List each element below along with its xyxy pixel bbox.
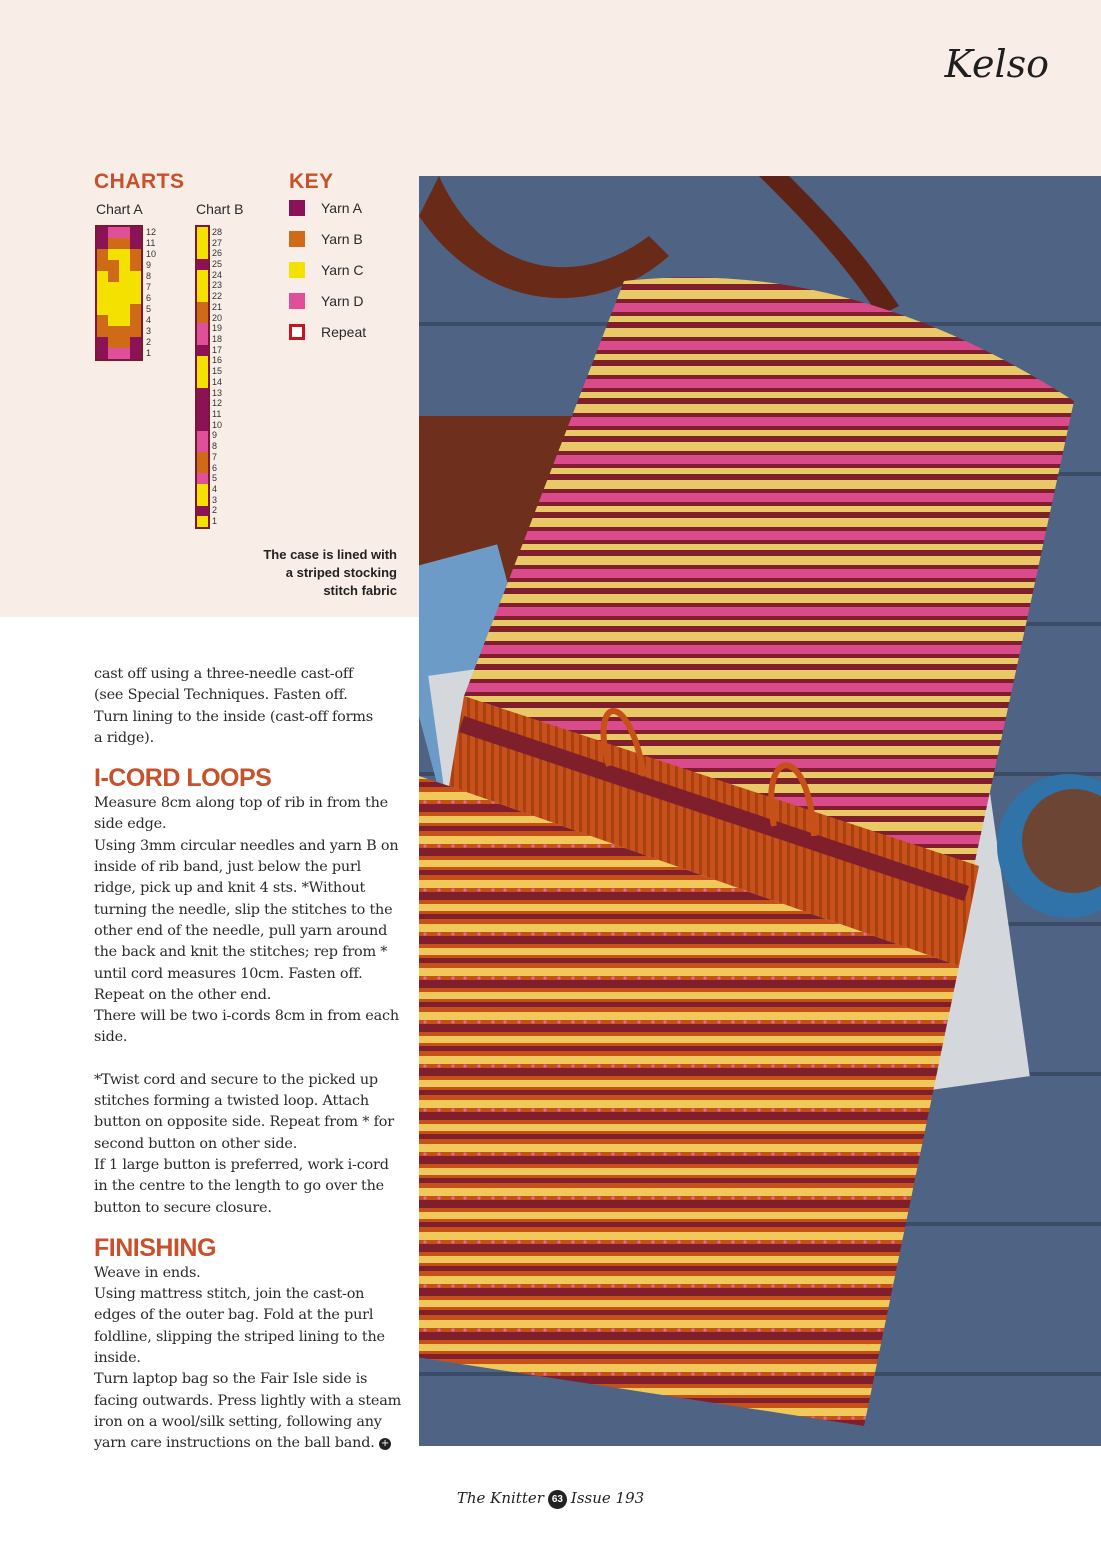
- chart-row-number: 28: [212, 226, 223, 237]
- paragraph-text: Turn laptop bag so the Fair Isle side is facing outwards. Press lightly with a steam iron on a wool/silk setting, following any yarn care instructions on the ball band.: [94, 1371, 402, 1452]
- key-item-yarn-d: [289, 293, 364, 309]
- chart-row-number: 20: [212, 312, 223, 323]
- chart-cell: [130, 271, 141, 282]
- chart-a-label: Chart A: [96, 201, 143, 217]
- page-title: Kelso: [944, 42, 1049, 86]
- chart-cell: [197, 484, 208, 495]
- chart-cell: [97, 238, 108, 249]
- chart-cell: [119, 282, 130, 293]
- chart-cell: [97, 271, 108, 282]
- chart-cell: [197, 452, 208, 463]
- chart-cell: [130, 238, 141, 249]
- magazine-name: The Knitter: [456, 1489, 544, 1507]
- pattern-instructions: [94, 664, 404, 1455]
- key-heading: KEY: [289, 170, 334, 193]
- chart-row-number: 7: [212, 451, 218, 462]
- chart-row-number: 8: [146, 271, 152, 281]
- chart-cell: [108, 293, 119, 304]
- chart-cell: [197, 377, 208, 388]
- chart-cell: [197, 441, 208, 452]
- end-mark-icon: +: [380, 1438, 390, 1450]
- chart-cell: [108, 260, 119, 271]
- chart-cell: [197, 227, 208, 238]
- chart-cell: [119, 260, 130, 271]
- key-label: Yarn A: [321, 200, 362, 216]
- chart-cell: [97, 304, 108, 315]
- page-footer: [0, 1489, 1101, 1509]
- chart-row-number: 10: [146, 249, 157, 259]
- chart-cell: [108, 238, 119, 249]
- paragraph: [94, 1369, 404, 1454]
- chart-row-number: 7: [146, 282, 152, 292]
- swatch-yarn-d: [289, 293, 305, 309]
- paragraph: If 1 large button is preferred, work i-cord in the centre to the length to go over the button to secure closure.: [94, 1156, 389, 1216]
- chart-cell: [108, 271, 119, 282]
- chart-row-number: 2: [146, 337, 152, 347]
- chart-cell: [130, 304, 141, 315]
- chart-row-number: 11: [146, 238, 156, 248]
- chart-row-number: 12: [212, 398, 223, 409]
- knitted-laptop-case-image: [419, 176, 1101, 1446]
- chart-cell: [119, 304, 130, 315]
- caption-line: stitch fabric: [323, 583, 397, 598]
- chart-cell: [97, 293, 108, 304]
- key-label: Yarn D: [321, 293, 364, 309]
- chart-cell: [108, 227, 119, 238]
- paragraph: There will be two i-cords 8cm in from each side.: [94, 1008, 399, 1046]
- chart-cell: [197, 238, 208, 249]
- chart-cell: [197, 409, 208, 420]
- chart-cell: [197, 463, 208, 474]
- key-label: Yarn C: [321, 262, 364, 278]
- paragraph: *Twist cord and secure to the picked up stitches forming a twisted loop. Attach button on opposite side. Repeat from * for second button on other side.: [94, 1071, 394, 1152]
- chart-cell: [97, 348, 108, 359]
- chart-row-number: 15: [212, 366, 223, 377]
- chart-cell: [130, 249, 141, 260]
- chart-cell: [197, 431, 208, 442]
- chart-row-number: 3: [212, 494, 218, 505]
- chart-cell: [197, 420, 208, 431]
- chart-row-number: 18: [212, 334, 223, 344]
- chart-cell: [197, 334, 208, 345]
- paragraph: Weave in ends.: [94, 1264, 201, 1281]
- chart-row-number: 26: [212, 248, 223, 259]
- paragraph: Measure 8cm along top of rib in from the side edge.: [94, 795, 388, 833]
- chart-row-number: 21: [212, 301, 223, 312]
- chart-row-number: 24: [212, 269, 223, 280]
- key-item-yarn-a: [289, 200, 362, 216]
- paragraph: Using mattress stitch, join the cast-on edges of the outer bag. Fold at the purl foldline, slipping the striped lining to the inside.: [94, 1286, 385, 1367]
- chart-cell: [97, 260, 108, 271]
- intro-line: a ridge).: [94, 729, 154, 746]
- chart-cell: [197, 495, 208, 506]
- page-number: 63: [548, 1490, 567, 1509]
- chart-cell: [108, 326, 119, 337]
- chart-row-number: 9: [146, 260, 152, 270]
- chart-cell: [197, 302, 208, 313]
- chart-row-number: 3: [146, 326, 152, 336]
- swatch-yarn-b: [289, 231, 305, 247]
- chart-cell: [119, 271, 130, 282]
- chart-cell: [119, 348, 130, 359]
- chart-cell: [197, 323, 208, 334]
- key-item-yarn-b: [289, 231, 363, 247]
- key-item-repeat: [289, 324, 366, 340]
- chart-cell: [108, 337, 119, 348]
- chart-cell: [130, 348, 141, 359]
- chart-cell: [197, 356, 208, 367]
- chart-cell: [197, 248, 208, 259]
- charts-heading: CHARTS: [94, 170, 185, 193]
- chart-cell: [197, 291, 208, 302]
- chart-row-number: 6: [212, 462, 218, 473]
- chart-cell: [197, 345, 208, 356]
- chart-cell: [97, 227, 108, 238]
- chart-row-number: 9: [212, 430, 218, 441]
- chart-row-number: 1: [212, 516, 218, 527]
- chart-cell: [119, 315, 130, 326]
- chart-row-number: 4: [212, 484, 218, 494]
- intro-line: cast off using a three-needle cast-off: [94, 666, 354, 682]
- chart-cell: [130, 227, 141, 238]
- chart-cell: [130, 260, 141, 271]
- intro-line: (see Special Techniques. Fasten off.: [94, 687, 348, 704]
- swatch-yarn-a: [289, 200, 305, 216]
- chart-cell: [197, 366, 208, 377]
- key-label: Yarn B: [321, 231, 363, 247]
- chart-row-number: 17: [212, 344, 223, 355]
- chart-cell: [97, 249, 108, 260]
- chart-cell: [119, 238, 130, 249]
- chart-row-number: 5: [212, 473, 218, 484]
- chart-cell: [130, 337, 141, 348]
- chart-cell: [108, 282, 119, 293]
- chart-cell: [119, 326, 130, 337]
- issue-number: Issue 193: [570, 1489, 645, 1507]
- chart-row-number: 14: [212, 376, 223, 387]
- chart-cell: [197, 270, 208, 281]
- paragraph: Repeat on the other end.: [94, 986, 272, 1003]
- chart-cell: [97, 315, 108, 326]
- chart-cell: [130, 326, 141, 337]
- chart-cell: [197, 313, 208, 324]
- chart-cell: [119, 337, 130, 348]
- chart-cell: [197, 506, 208, 517]
- chart-cell: [97, 337, 108, 348]
- chart-cell: [108, 348, 119, 359]
- chart-row-number: 13: [212, 387, 223, 398]
- paragraph: Using 3mm circular needles and yarn B on inside of rib band, just below the purl ridge, pick up and knit 4 sts. *Without turning the needle, slip the stitches to the other end of the needle, pull yarn around the back and knit the stitches; rep from * until cord measures 10cm. Fasten off.: [94, 837, 399, 982]
- chart-cell: [197, 388, 208, 399]
- chart-cell: [119, 249, 130, 260]
- chart-b-label: Chart B: [196, 201, 244, 217]
- chart-b-grid: [195, 225, 210, 529]
- chart-row-number: 1: [146, 348, 152, 358]
- photo-caption: [197, 546, 397, 600]
- chart-cell: [197, 281, 208, 292]
- chart-cell: [119, 227, 130, 238]
- key-item-yarn-c: [289, 262, 364, 278]
- caption-line: The case is lined with: [263, 547, 397, 562]
- product-photo: [419, 176, 1101, 1446]
- chart-row-number: 5: [146, 304, 152, 314]
- chart-row-number: 23: [212, 280, 223, 291]
- chart-row-number: 22: [212, 291, 223, 302]
- chart-row-number: 27: [212, 237, 223, 248]
- chart-row-number: 11: [212, 409, 222, 419]
- chart-row-number: 2: [212, 505, 218, 516]
- chart-row-number: 16: [212, 355, 223, 366]
- chart-cell: [130, 282, 141, 293]
- icord-heading: I-CORD LOOPS: [94, 764, 272, 793]
- chart-row-number: 25: [212, 259, 223, 269]
- chart-row-number: 6: [146, 293, 152, 303]
- intro-line: Turn lining to the inside (cast-off forms: [94, 708, 373, 725]
- chart-cell: [108, 315, 119, 326]
- finishing-heading: FINISHING: [94, 1233, 216, 1262]
- chart-row-number: 4: [146, 315, 152, 325]
- chart-a-grid: [95, 225, 143, 361]
- caption-line: a striped stocking: [285, 565, 397, 580]
- chart-row-number: 12: [146, 227, 157, 237]
- chart-cell: [97, 326, 108, 337]
- swatch-repeat: [289, 324, 305, 340]
- chart-row-number: 8: [212, 441, 218, 452]
- chart-cell: [108, 304, 119, 315]
- key-label: Repeat: [321, 324, 367, 340]
- chart-cell: [108, 249, 119, 260]
- chart-row-number: 10: [212, 419, 223, 430]
- chart-cell: [119, 293, 130, 304]
- chart-cell: [197, 473, 208, 484]
- chart-cell: [97, 282, 108, 293]
- chart-cell: [197, 516, 208, 527]
- chart-row-number: 19: [212, 323, 223, 334]
- chart-cell: [197, 398, 208, 409]
- chart-cell: [130, 315, 141, 326]
- swatch-yarn-c: [289, 262, 305, 278]
- chart-cell: [130, 293, 141, 304]
- chart-cell: [197, 259, 208, 270]
